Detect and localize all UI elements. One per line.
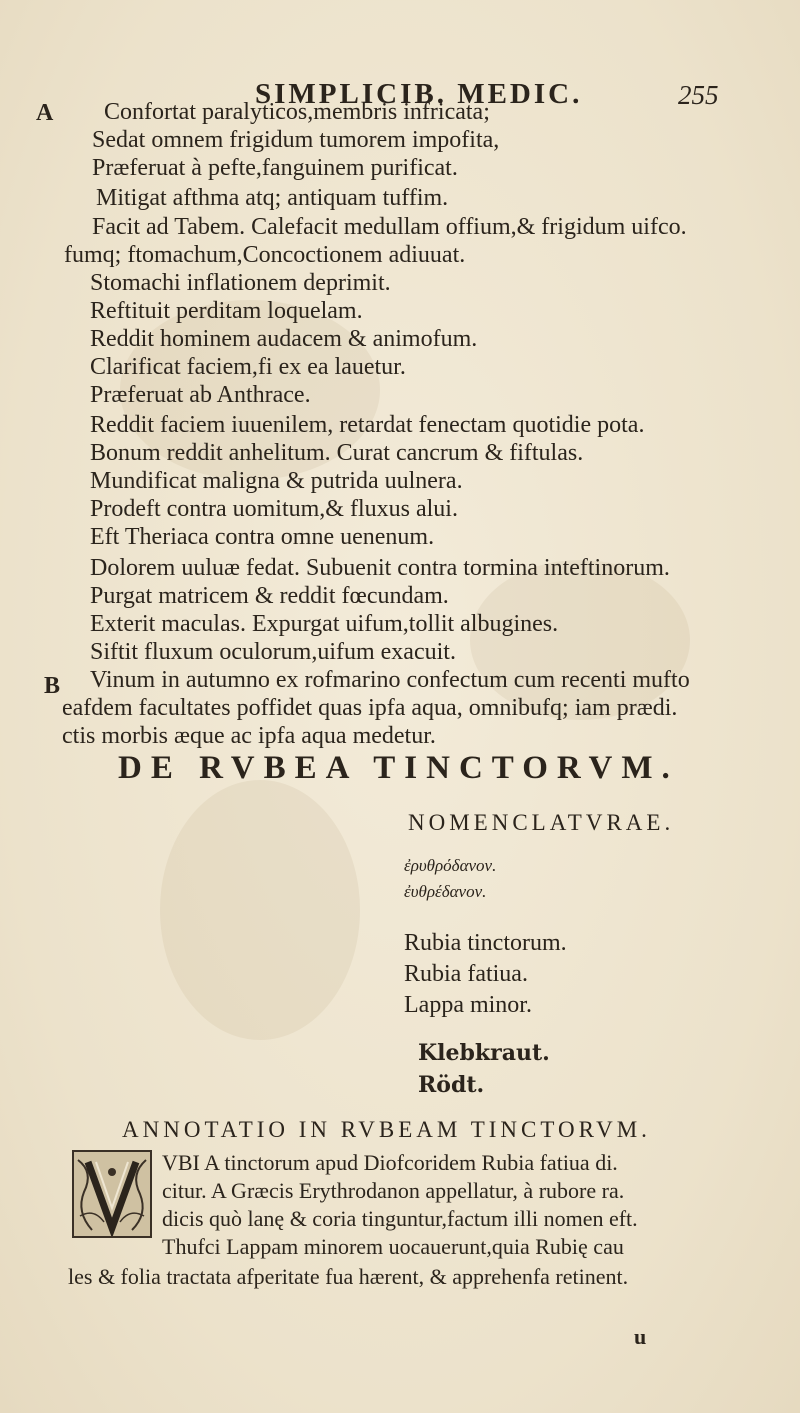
latin-name: Rubia tinctorum. — [404, 930, 567, 956]
verse-line: Sedat omnem frigidum tumorem impofita, — [92, 127, 500, 153]
verse-line: Reddit faciem iuuenilem, retardat fenectam quotidie pota. — [90, 412, 645, 438]
german-name: Rödt. — [418, 1072, 485, 1098]
annotation-line: les & folia tractata afperitate fua hærent, & apprehenfa retinent. — [68, 1264, 629, 1289]
latin-name: Lappa minor. — [404, 992, 532, 1018]
verse-line: Exterit maculas. Expurgat uifum,tollit albugines. — [90, 611, 559, 637]
verse-line: Clarificat faciem,fi ex ea lauetur. — [90, 354, 406, 380]
verse-line: Reftituit perditam loquelam. — [90, 298, 363, 324]
running-title: SIMPLICIB. MEDIC. — [255, 78, 583, 110]
latin-name: Rubia fatiua. — [404, 961, 528, 987]
annotation-line: dicis quò lanę & coria tinguntur,factum illi nomen eft. — [162, 1206, 638, 1231]
verse-line: Prodeft contra uomitum,& fluxus alui. — [90, 496, 458, 522]
annotation-title: ANNOTATIO IN RVBEAM TINCTORVM. — [122, 1117, 651, 1142]
margin-letter-b: B — [44, 673, 61, 699]
decorated-initial-v-icon — [72, 1150, 152, 1238]
verse-line: Stomachi inflationem deprimit. — [90, 270, 391, 296]
catchword: u — [634, 1324, 647, 1349]
verse-line: Præferuat à pefte,fanguinem purificat. — [92, 155, 458, 181]
nomenclature-heading: NOMENCLATVRAE. — [408, 810, 675, 835]
verse-line: ctis morbis æque ac ipfa aqua medetur. — [62, 723, 436, 749]
verse-line: Siftit fluxum oculorum,uifum exacuit. — [90, 639, 456, 665]
verse-line: Mitigat afthma atq; antiquam tuffim. — [96, 185, 449, 211]
verse-line: Mundificat maligna & putrida uulnera. — [90, 468, 463, 494]
verse-line: Vinum in autumno ex rofmarino confectum cum recenti mufto — [90, 667, 690, 693]
margin-letter-a: A — [36, 100, 54, 126]
greek-name: ἐυθρέδανον. — [404, 882, 487, 901]
section-title: DE RVBEA TINCTORVM. — [118, 750, 679, 786]
verse-line: Facit ad Tabem. Calefacit medullam offium,& frigidum uifco. — [92, 214, 687, 240]
page-number: 255 — [678, 80, 719, 110]
verse-line: Reddit hominem audacem & animofum. — [90, 326, 478, 352]
verse-line: Purgat matricem & reddit fœcundam. — [90, 583, 449, 609]
annotation-line: citur. A Græcis Erythrodanon appellatur, à rubore ra. — [162, 1178, 625, 1203]
verse-line: Eft Theriaca contra omne uenenum. — [90, 524, 435, 550]
verse-line: Confortat paralyticos,membris infricata; — [104, 99, 490, 125]
verse-line: Bonum reddit anhelitum. Curat cancrum & fiftulas. — [90, 440, 584, 466]
greek-name: ἐρυθρόδανον. — [404, 856, 497, 875]
verse-line: fumq; ftomachum,Concoctionem adiuuat. — [64, 242, 466, 268]
verse-line: Dolorem uuluæ fedat. Subuenit contra tormina inteftinorum. — [90, 555, 670, 581]
verse-line: eafdem facultates poffidet quas ipfa aqua, omnibufq; iam prædi. — [62, 695, 678, 721]
verse-line: Præferuat ab Anthrace. — [90, 382, 311, 408]
annotation-line: Thufci Lappam minorem uocauerunt,quia Rubię cau — [162, 1234, 624, 1259]
annotation-line: VBI A tinctorum apud Diofcoridem Rubia fatiua di. — [162, 1150, 618, 1175]
german-name: Klebkraut. — [418, 1040, 550, 1066]
paper-stain — [160, 780, 360, 1040]
